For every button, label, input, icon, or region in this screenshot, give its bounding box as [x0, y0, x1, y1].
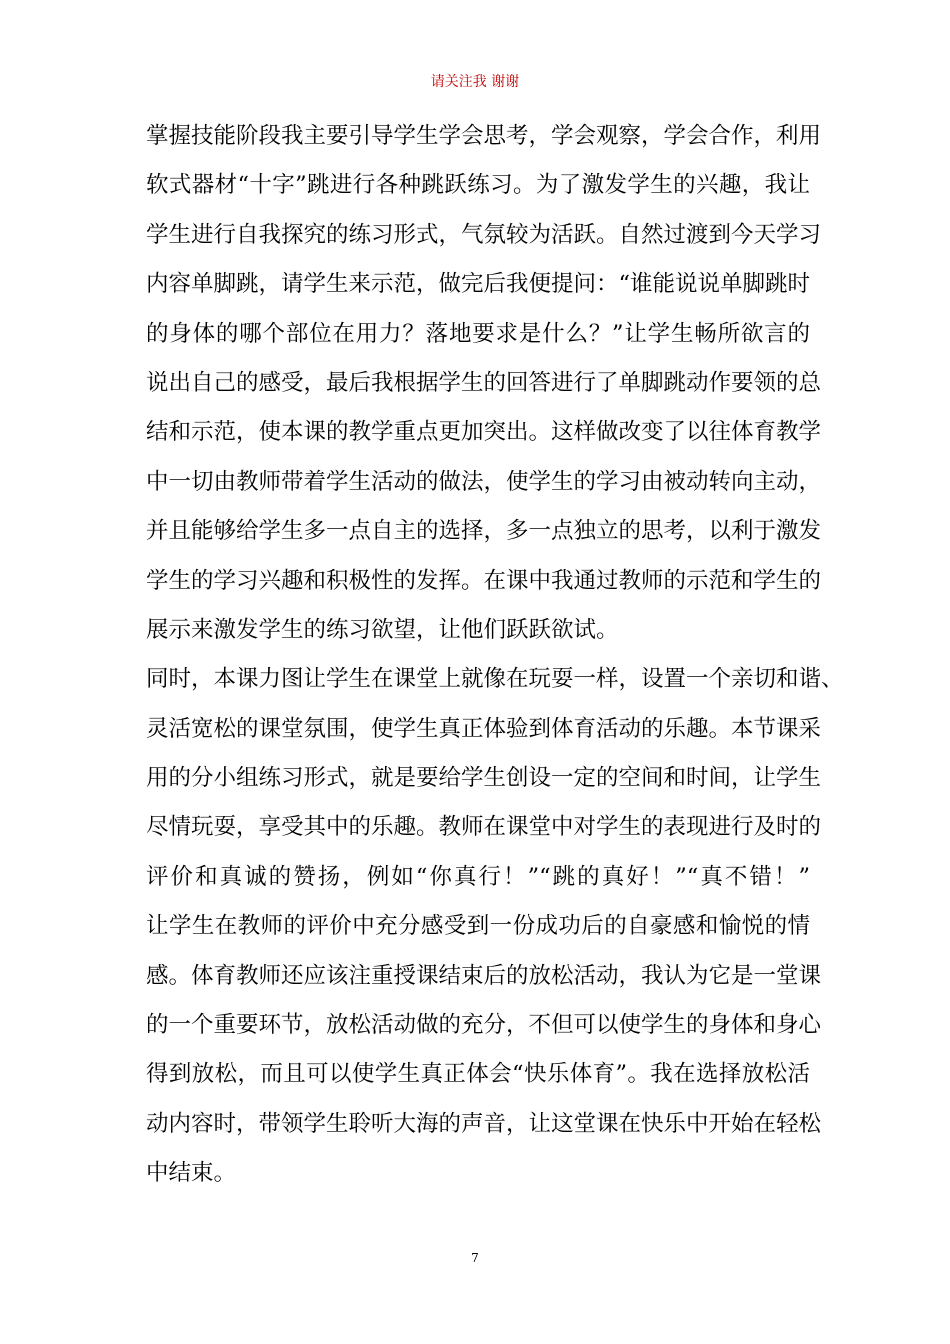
text-line: 掌握技能阶段我主要引导学生学会思考，学会观察，学会合作，利用	[146, 123, 822, 149]
text-line: 中一切由教师带着学生活动的做法，使学生的学习由被动转向主动，	[146, 468, 822, 495]
text-line: 软式器材“十字”跳进行各种跳跃练习。为了激发学生的兴趣，我让	[146, 172, 810, 199]
text-line: 的身体的哪个部位在用力？落地要求是什么？”让学生畅所欲言的	[146, 320, 810, 347]
paragraph-end-line: 中结束。	[146, 1160, 237, 1187]
page-number: 7	[471, 1251, 479, 1265]
text-line: 灵活宽松的课堂氛围，使学生真正体验到体育活动的乐趣。本节课采	[146, 715, 822, 742]
header-note: 请关注我 谢谢	[430, 74, 520, 90]
text-line: 的一个重要环节，放松活动做的充分，不但可以使学生的身体和身心	[146, 1012, 822, 1039]
text-line: 让学生在教师的评价中充分感受到一份成功后的自豪感和愉悦的情	[146, 913, 810, 940]
text-line: 得到放松，而且可以使学生真正体会“快乐体育”。我在选择放松活	[146, 1061, 810, 1088]
text-line: 说出自己的感受，最后我根据学生的回答进行了单脚跳动作要领的总	[146, 369, 822, 396]
text-line: 用的分小组练习形式，就是要给学生创设一定的空间和时间，让学生	[146, 765, 822, 792]
text-line: 学生的学习兴趣和积极性的发挥。在课中我通过教师的示范和学生的	[146, 567, 822, 594]
text-line: 学生进行自我探究的练习形式，气氛较为活跃。自然过渡到今天学习	[146, 221, 822, 248]
text-line: 同时，本课力图让学生在课堂上就像在玩耍一样，设置一个亲切和谐、	[146, 666, 844, 693]
text-line: 评价和真诚的赞扬，例如“你真行！”“跳的真好！”“真不错！”	[146, 863, 810, 890]
document-body	[146, 118, 844, 1205]
text-line: 结和示范，使本课的教学重点更加突出。这样做改变了以往体育教学	[146, 419, 822, 446]
text-line: 内容单脚跳，请学生来示范，做完后我便提问：“谁能说说单脚跳时	[146, 271, 811, 298]
text-line: 动内容时，带领学生聆听大海的声音，让这堂课在快乐中开始在轻松	[146, 1110, 822, 1137]
paragraph-end-line: 展示来激发学生的练习欲望，让他们跃跃欲试。	[146, 616, 619, 643]
text-line: 感。体育教师还应该注重授课结束后的放松活动，我认为它是一堂课	[146, 962, 822, 989]
text-line: 尽情玩耍，享受其中的乐趣。教师在课堂中对学生的表现进行及时的	[146, 814, 822, 841]
text-line: 并且能够给学生多一点自主的选择，多一点独立的思考，以利于激发	[146, 518, 822, 545]
